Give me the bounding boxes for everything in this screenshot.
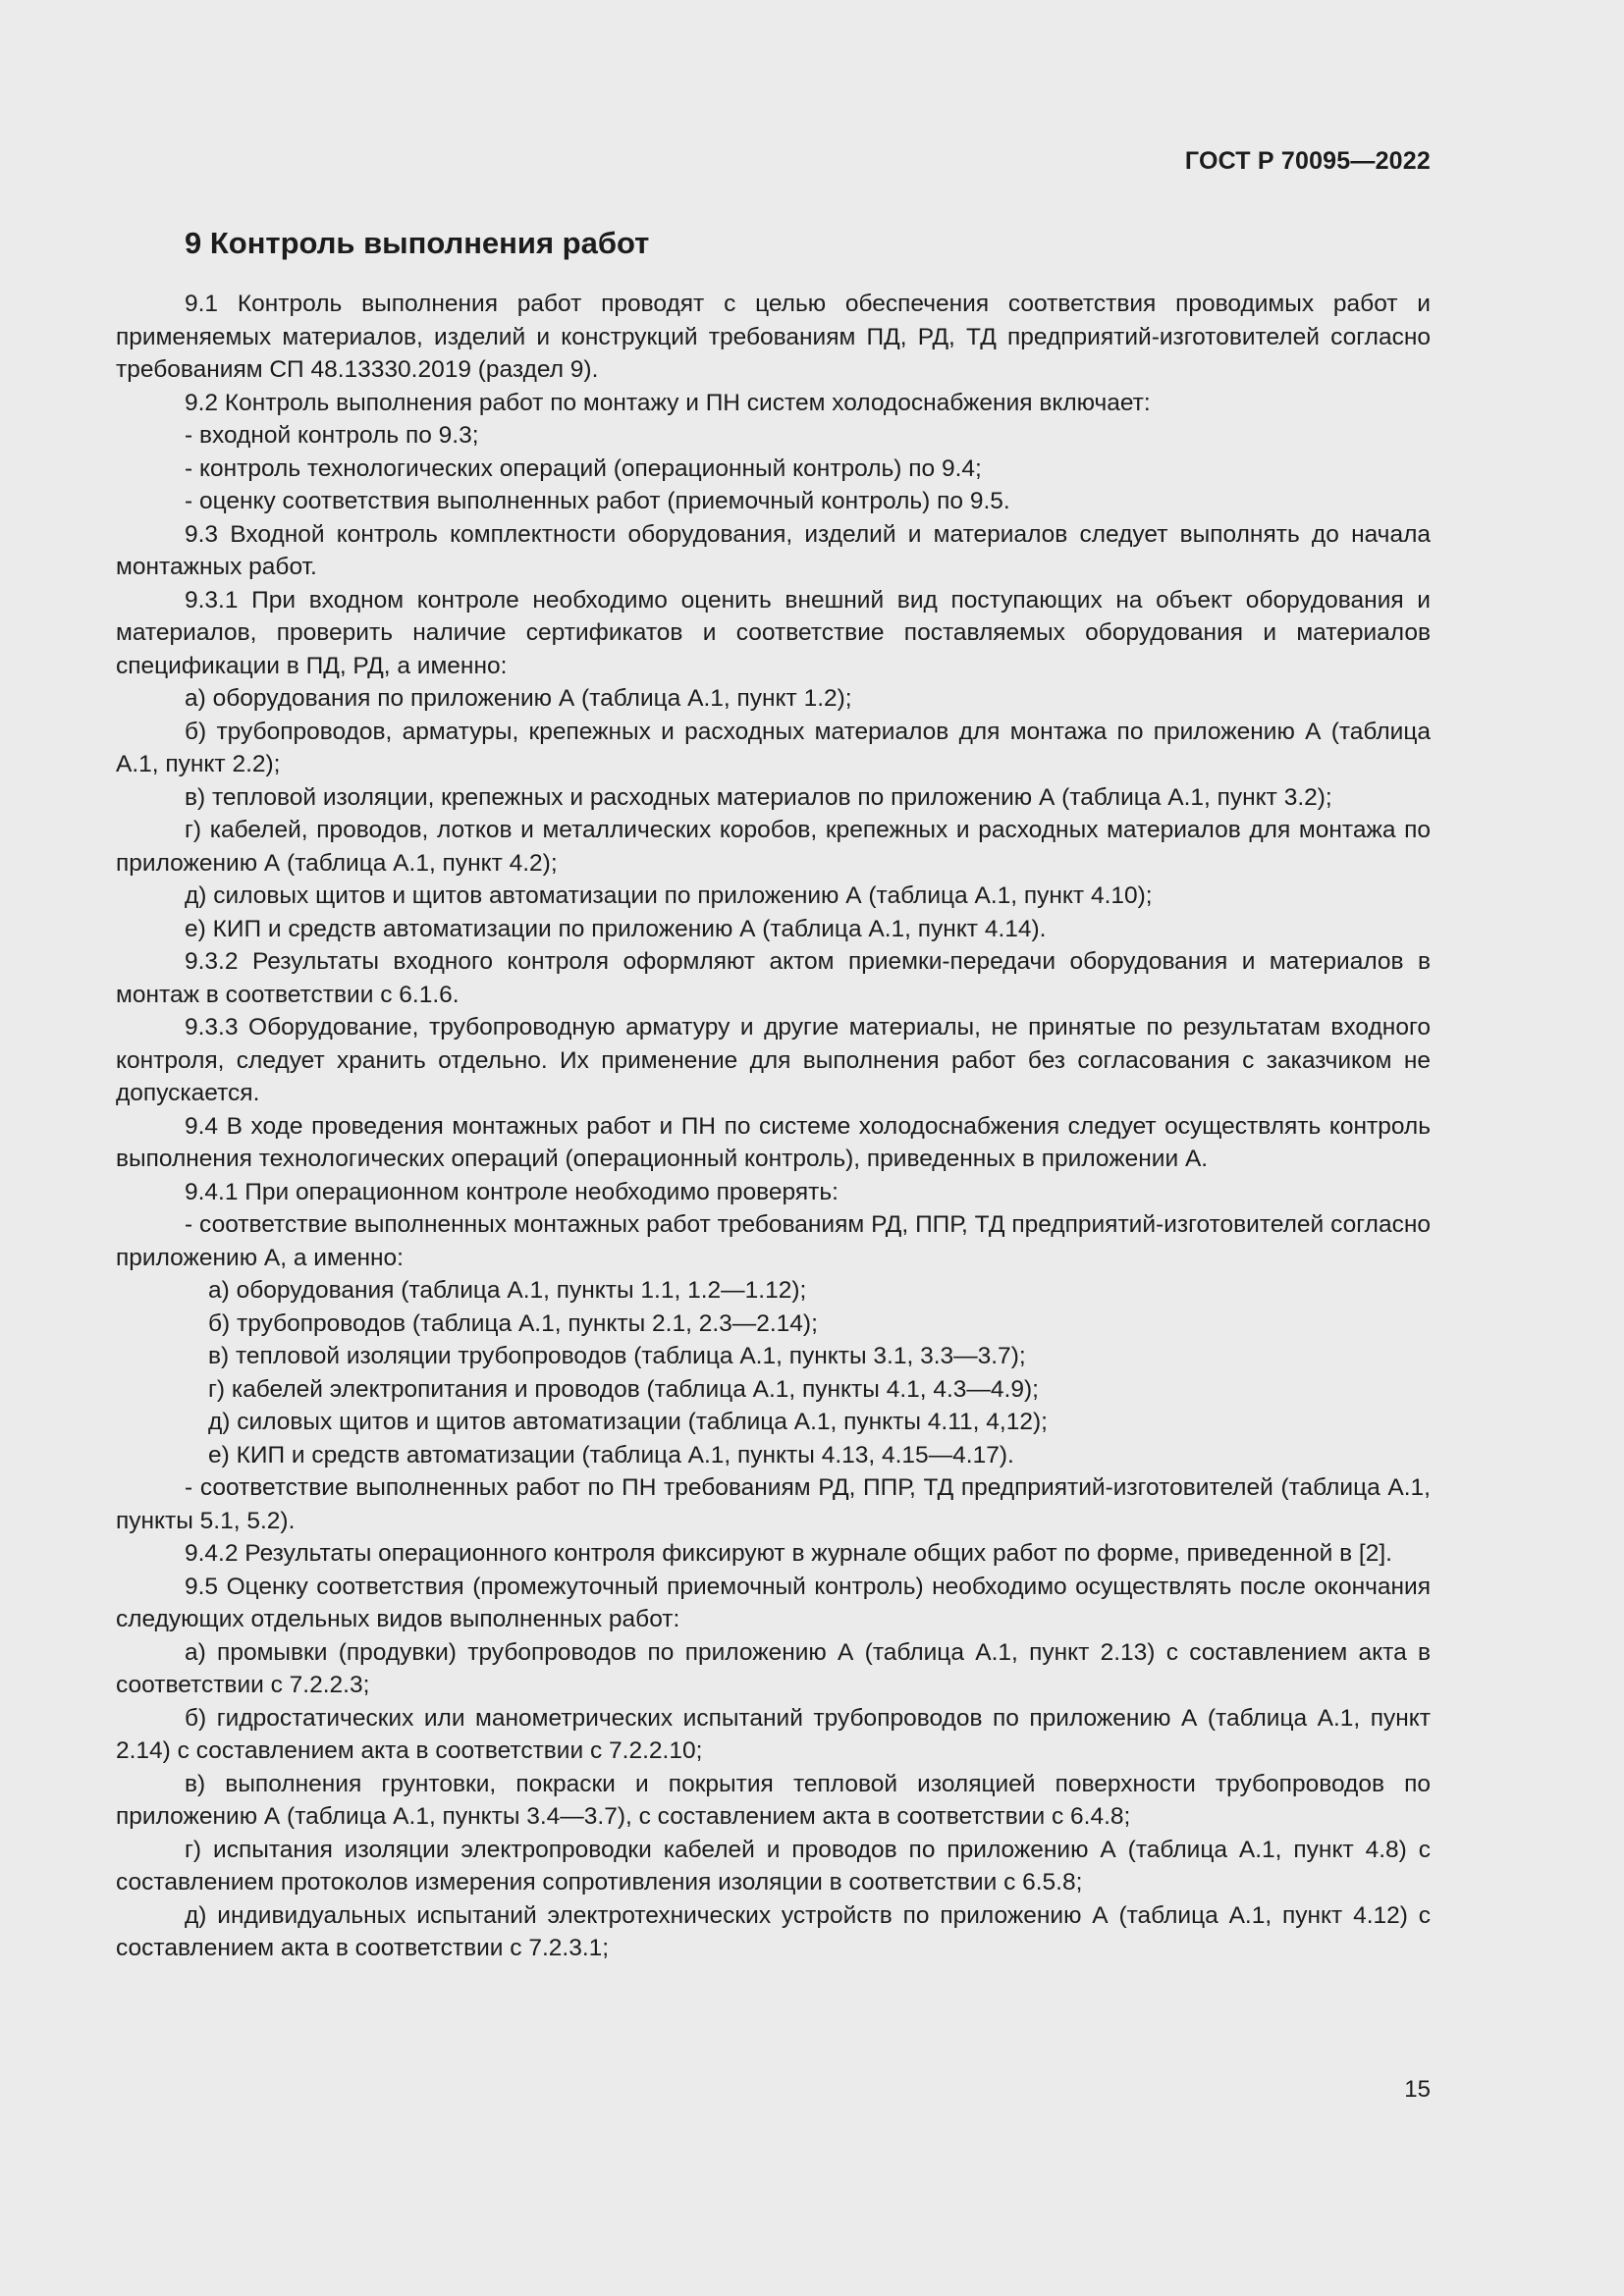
paragraph: г) кабелей электропитания и проводов (таблица А.1, пункты 4.1, 4.3—4.9);	[208, 1375, 1039, 1403]
paragraph: 9.5 Оценку соответствия (промежуточный приемочный контроль) необходимо осуществлять после окончания следующих отдельных видов выполненных работ:	[116, 1573, 1431, 1632]
paragraph: 9.4 В ходе проведения монтажных работ и ПН по системе холодоснабжения следует осуществлять контроль выполнения технологических операций (операционный контроль), приведенных в приложении А.	[116, 1112, 1431, 1172]
page-number: 15	[1404, 2076, 1431, 2103]
paragraph: 9.3.1 При входном контроле необходимо оценить внешний вид поступающих на объект оборудования и материалов, проверить наличие сертификатов и соответствие поставляемых оборудования и материалов спецификации в ПД, РД, а именно:	[116, 586, 1431, 679]
paragraph: а) оборудования по приложению А (таблица А.1, пункт 1.2);	[185, 685, 852, 712]
paragraph: 9.3.3 Оборудование, трубопроводную арматуру и другие материалы, не принятые по результатам входного контроля, следует хранить отдельно. Их применение для выполнения работ без согласования с заказчиком не допускается.	[116, 1014, 1431, 1106]
paragraph: - оценку соответствия выполненных работ (приемочный контроль) по 9.5.	[185, 488, 1010, 514]
section-heading: 9 Контроль выполнения работ	[185, 226, 650, 260]
paragraph: е) КИП и средств автоматизации (таблица А.1, пункты 4.13, 4.15—4.17).	[208, 1441, 1014, 1468]
paragraph: а) промывки (продувки) трубопроводов по приложению А (таблица А.1, пункт 2.13) с составлением акта в соответствии с 7.2.2.3;	[116, 1638, 1431, 1698]
paragraph: 9.4.1 При операционном контроле необходимо проверять:	[185, 1178, 839, 1205]
paragraph: в) тепловой изоляции, крепежных и расходных материалов по приложению А (таблица А.1, пункт 3.2);	[185, 783, 1332, 811]
paragraph: - соответствие выполненных монтажных работ требованиям РД, ППР, ТД предприятий-изготовителей согласно приложению А, а именно:	[116, 1211, 1431, 1271]
paragraph: 9.2 Контроль выполнения работ по монтажу и ПН систем холодоснабжения включает:	[185, 389, 1151, 416]
paragraph: в) тепловой изоляции трубопроводов (таблица А.1, пункты 3.1, 3.3—3.7);	[208, 1343, 1026, 1369]
paragraph: г) испытания изоляции электропроводки кабелей и проводов по приложению А (таблица А.1, пункт 4.8) с составлением протоколов измерения сопротивления изоляции в соответствии с 6.5.8;	[116, 1836, 1431, 1896]
paragraph: а) оборудования (таблица А.1, пункты 1.1, 1.2—1.12);	[208, 1277, 807, 1304]
paragraph: в) выполнения грунтовки, покраски и покрытия тепловой изоляцией поверхности трубопроводов по приложению А (таблица А.1, пункты 3.4—3.7), с составлением акта в соответствии с 6.4.8;	[116, 1770, 1431, 1830]
document-body	[116, 288, 1431, 1965]
paragraph: д) индивидуальных испытаний электротехнических устройств по приложению А (таблица А.1, пункт 4.12) с составлением акта в соответствии с 7.2.3.1;	[116, 1901, 1431, 1961]
paragraph: е) КИП и средств автоматизации по приложению А (таблица А.1, пункт 4.14).	[185, 915, 1047, 942]
paragraph: б) трубопроводов, арматуры, крепежных и расходных материалов для монтажа по приложению А (таблица А.1, пункт 2.2);	[116, 718, 1431, 777]
paragraph: д) силовых щитов и щитов автоматизации (таблица А.1, пункты 4.11, 4,12);	[208, 1409, 1048, 1435]
paragraph: б) гидростатических или манометрических испытаний трубопроводов по приложению А (таблица А.1, пункт 2.14) с составлением акта в соответствии с 7.2.2.10;	[116, 1704, 1431, 1764]
paragraph: 9.3.2 Результаты входного контроля оформляют актом приемки-передачи оборудования и материалов в монтаж в соответствии с 6.1.6.	[116, 948, 1431, 1008]
paragraph: г) кабелей, проводов, лотков и металлических коробов, крепежных и расходных материалов для монтажа по приложению А (таблица А.1, пункт 4.2);	[116, 817, 1431, 877]
paragraph: - соответствие выполненных работ по ПН требованиям РД, ППР, ТД предприятий-изготовителей (таблица А.1, пункты 5.1, 5.2).	[116, 1474, 1431, 1534]
paragraph: б) трубопроводов (таблица А.1, пункты 2.1, 2.3—2.14);	[208, 1309, 818, 1337]
paragraph: 9.4.2 Результаты операционного контроля фиксируют в журнале общих работ по форме, приведенной в [2].	[185, 1540, 1392, 1567]
paragraph: 9.1 Контроль выполнения работ проводят с целью обеспечения соответствия проводимых работ и применяемых материалов, изделий и конструкций требованиям ПД, РД, ТД предприятий-изготовителей согласно требованиям СП 48.13330.2019 (раздел 9).	[116, 291, 1431, 383]
paragraph: д) силовых щитов и щитов автоматизации по приложению А (таблица А.1, пункт 4.10);	[185, 882, 1153, 909]
paragraph: - входной контроль по 9.3;	[185, 422, 479, 449]
paragraph: 9.3 Входной контроль комплектности оборудования, изделий и материалов следует выполнять до начала монтажных работ.	[116, 520, 1431, 580]
paragraph: - контроль технологических операций (операционный контроль) по 9.4;	[185, 454, 982, 482]
document-standard-code: ГОСТ Р 70095—2022	[1184, 147, 1431, 175]
